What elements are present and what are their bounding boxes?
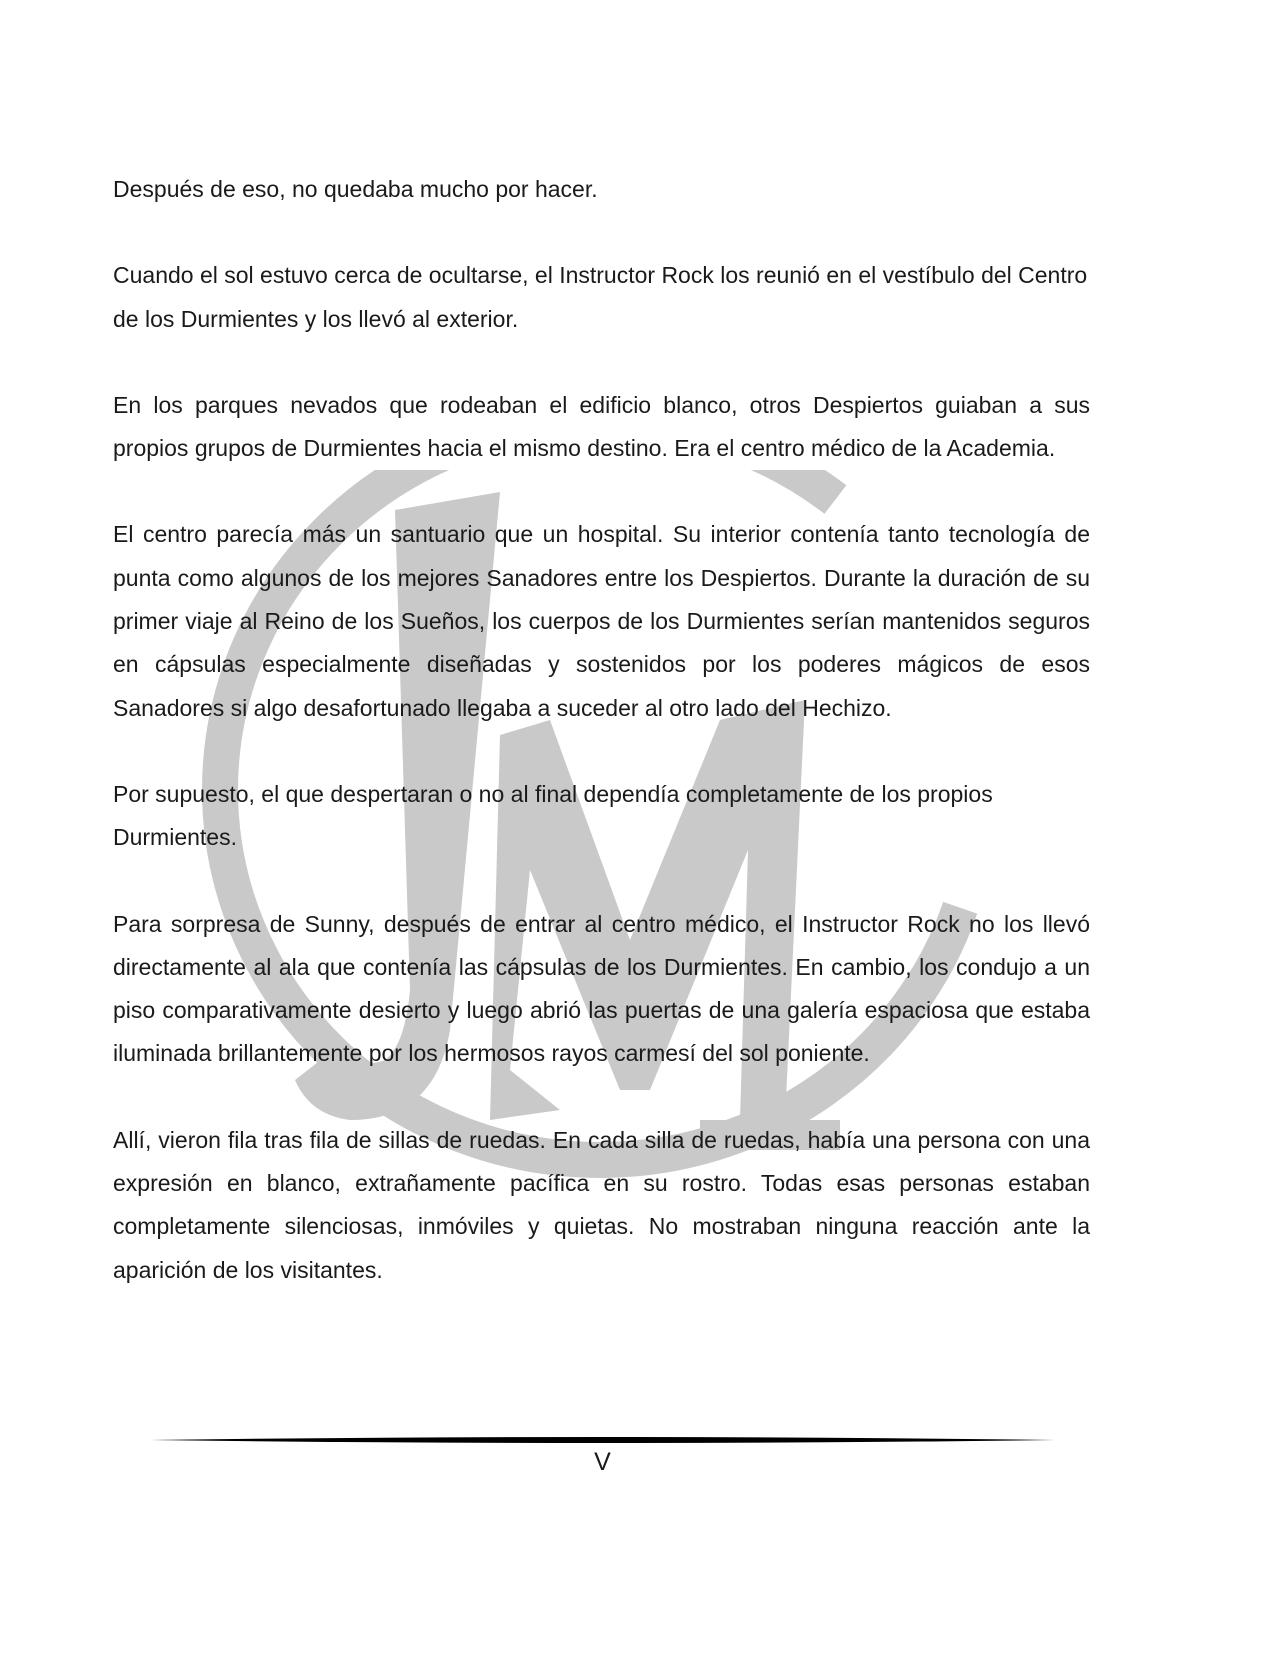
- paragraph-1: Después de eso, no quedaba mucho por hacer.: [113, 176, 598, 202]
- page-number: V: [594, 1448, 611, 1476]
- paragraph-3: En los parques nevados que rodeaban el edificio blanco, otros Despiertos guiaban a sus propios grupos de Durmientes hacia el mismo destino. Era el centro médico de la Academia.: [113, 391, 1090, 462]
- paragraph-2: Cuando el sol estuvo cerca de ocultarse, el Instructor Rock los reunió en el vestíbulo del Centro de los Durmientes y los llevó al exterior.: [113, 262, 1088, 332]
- document-body: [113, 168, 1090, 1335]
- paragraph-7: Allí, vieron fila tras fila de sillas de ruedas. En cada silla de ruedas, había una persona con una expresión en blanco, extrañamente pacífica en su rostro. Todas esas personas estaban completamente silenciosas, inmóviles y quietas. No mostraban ninguna reacción ante la aparición de los visitantes.: [113, 1126, 1090, 1283]
- footer-divider: [150, 1433, 1055, 1445]
- paragraph-5: Por supuesto, el que despertaran o no al final dependía completamente de los propios Durmientes.: [113, 780, 993, 851]
- paragraph-6: Para sorpresa de Sunny, después de entrar al centro médico, el Instructor Rock no los llevó directamente al ala que contenía las cápsulas de los Durmientes. En cambio, los condujo a un piso comparativamente desierto y luego abrió las puertas de una galería espaciosa que estaba iluminada brillantemente por los hermosos rayos carmesí del sol poniente.: [113, 910, 1090, 1067]
- paragraph-4: El centro parecía más un santuario que un hospital. Su interior contenía tanto tecnología de punta como algunos de los mejores Sanadores entre los Despiertos. Durante la duración de su primer viaje al Reino de los Sueños, los cuerpos de los Durmientes serían mantenidos seguros en cápsulas especialmente diseñadas y sostenidos por los poderes mágicos de esos Sanadores si algo desafortunado llegaba a suceder al otro lado del Hechizo.: [113, 521, 1090, 721]
